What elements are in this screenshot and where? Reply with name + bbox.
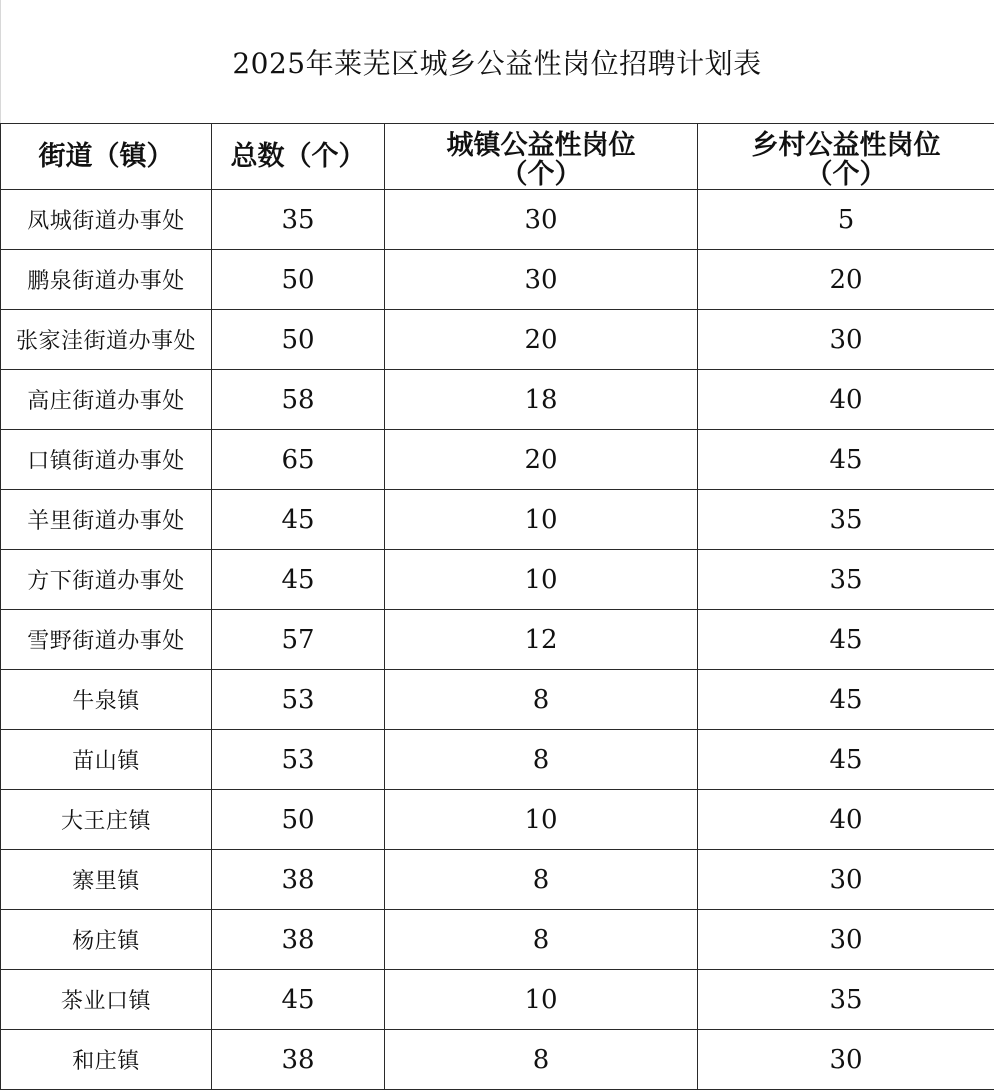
- rural-posts-cell: 40: [698, 790, 994, 850]
- rural-posts-cell: 30: [698, 1030, 994, 1090]
- header-district: 街道（镇）: [1, 124, 212, 190]
- district-name-cell: 羊里街道办事处: [1, 490, 212, 550]
- total-cell: 38: [212, 910, 385, 970]
- district-name-cell: 和庄镇: [1, 1030, 212, 1090]
- district-name-cell: 茶业口镇: [1, 970, 212, 1030]
- total-cell: 45: [212, 550, 385, 610]
- recruitment-plan-table: [0, 123, 994, 1090]
- table-row: [1, 1030, 994, 1090]
- district-name-cell: 高庄街道办事处: [1, 370, 212, 430]
- urban-posts-cell: 8: [385, 730, 698, 790]
- header-urban-posts: 城镇公益性岗位 （个）: [385, 124, 698, 190]
- district-name-cell: 苗山镇: [1, 730, 212, 790]
- urban-posts-cell: 12: [385, 610, 698, 670]
- table-row: [1, 250, 994, 310]
- urban-posts-cell: 8: [385, 850, 698, 910]
- table-row: [1, 910, 994, 970]
- rural-posts-cell: 20: [698, 250, 994, 310]
- total-cell: 57: [212, 610, 385, 670]
- rural-posts-cell: 30: [698, 910, 994, 970]
- total-cell: 53: [212, 670, 385, 730]
- header-total: 总数（个）: [212, 124, 385, 190]
- total-cell: 65: [212, 430, 385, 490]
- total-cell: 35: [212, 190, 385, 250]
- district-name-cell: 张家洼街道办事处: [1, 310, 212, 370]
- rural-posts-cell: 45: [698, 670, 994, 730]
- district-name-cell: 大王庄镇: [1, 790, 212, 850]
- urban-posts-cell: 8: [385, 1030, 698, 1090]
- urban-posts-cell: 10: [385, 790, 698, 850]
- document-title: 2025年莱芜区城乡公益性岗位招聘计划表: [0, 42, 994, 86]
- table-row: [1, 970, 994, 1030]
- district-name-cell: 鹏泉街道办事处: [1, 250, 212, 310]
- rural-posts-cell: 35: [698, 490, 994, 550]
- urban-posts-cell: 20: [385, 310, 698, 370]
- district-name-cell: 牛泉镇: [1, 670, 212, 730]
- urban-posts-cell: 8: [385, 910, 698, 970]
- rural-posts-cell: 5: [698, 190, 994, 250]
- rural-posts-cell: 35: [698, 550, 994, 610]
- rural-posts-cell: 40: [698, 370, 994, 430]
- table-row: [1, 370, 994, 430]
- urban-posts-cell: 8: [385, 670, 698, 730]
- table-row: [1, 430, 994, 490]
- urban-posts-cell: 18: [385, 370, 698, 430]
- table-row: [1, 550, 994, 610]
- total-cell: 45: [212, 970, 385, 1030]
- rural-posts-cell: 35: [698, 970, 994, 1030]
- total-cell: 50: [212, 250, 385, 310]
- table-row: [1, 850, 994, 910]
- table-header-row: [1, 124, 994, 190]
- rural-posts-cell: 30: [698, 850, 994, 910]
- rural-posts-cell: 45: [698, 430, 994, 490]
- table-row: [1, 310, 994, 370]
- total-cell: 50: [212, 790, 385, 850]
- urban-posts-cell: 10: [385, 970, 698, 1030]
- urban-posts-cell: 10: [385, 490, 698, 550]
- district-name-cell: 口镇街道办事处: [1, 430, 212, 490]
- urban-posts-cell: 20: [385, 430, 698, 490]
- table-row: [1, 190, 994, 250]
- total-cell: 50: [212, 310, 385, 370]
- district-name-cell: 雪野街道办事处: [1, 610, 212, 670]
- rural-posts-cell: 30: [698, 310, 994, 370]
- total-cell: 38: [212, 1030, 385, 1090]
- district-name-cell: 凤城街道办事处: [1, 190, 212, 250]
- total-cell: 53: [212, 730, 385, 790]
- rural-posts-cell: 45: [698, 610, 994, 670]
- district-name-cell: 杨庄镇: [1, 910, 212, 970]
- table-row: [1, 790, 994, 850]
- urban-posts-cell: 30: [385, 190, 698, 250]
- district-name-cell: 方下街道办事处: [1, 550, 212, 610]
- table-row: [1, 670, 994, 730]
- table-row: [1, 610, 994, 670]
- total-cell: 45: [212, 490, 385, 550]
- table-row: [1, 490, 994, 550]
- urban-posts-cell: 10: [385, 550, 698, 610]
- rural-posts-cell: 45: [698, 730, 994, 790]
- urban-posts-cell: 30: [385, 250, 698, 310]
- total-cell: 58: [212, 370, 385, 430]
- header-rural-posts: 乡村公益性岗位 （个）: [698, 124, 994, 190]
- district-name-cell: 寨里镇: [1, 850, 212, 910]
- table-row: [1, 730, 994, 790]
- total-cell: 38: [212, 850, 385, 910]
